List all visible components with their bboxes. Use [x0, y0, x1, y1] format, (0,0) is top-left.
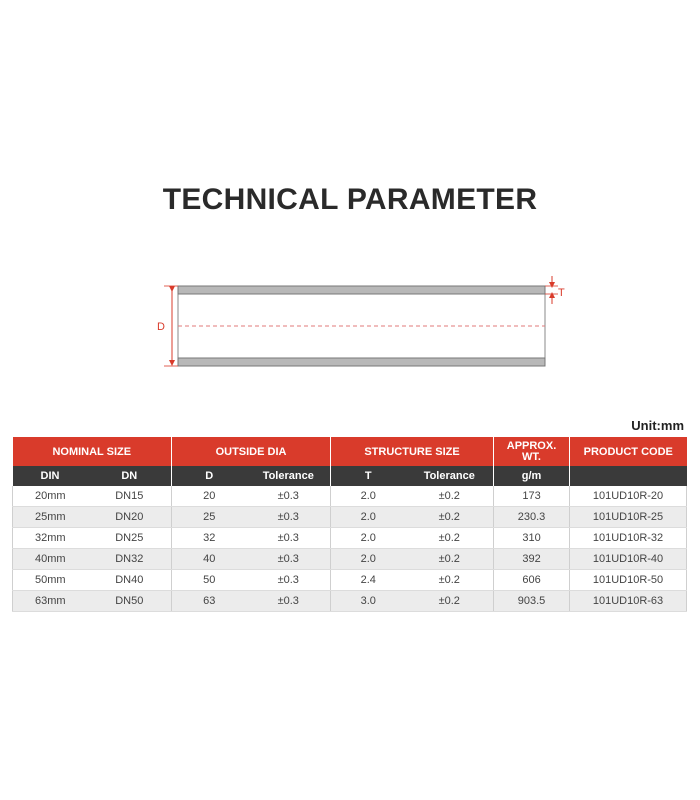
cell-d-tolerance: ±0.3 [247, 591, 331, 612]
cell-dn: DN25 [88, 528, 172, 549]
cell-d: 63 [172, 591, 247, 612]
cell-d-tolerance: ±0.3 [247, 570, 331, 591]
t-dimension-label: T [558, 287, 565, 299]
subheader-din: DIN [13, 466, 88, 486]
table-row [13, 549, 687, 570]
pipe-section-diagram [150, 272, 580, 372]
header-product-code: PRODUCT CODE [570, 437, 687, 466]
cell-t-tolerance: ±0.2 [406, 528, 494, 549]
cell-d-tolerance: ±0.3 [247, 528, 331, 549]
table-row [13, 570, 687, 591]
cell-d: 32 [172, 528, 247, 549]
header-outside-dia: OUTSIDE DIA [172, 437, 331, 466]
subheader-d: D [172, 466, 247, 486]
cell-dn: DN15 [88, 486, 172, 507]
cell-weight: 392 [494, 549, 570, 570]
cell-dn: DN50 [88, 591, 172, 612]
table-row [13, 486, 687, 507]
spec-table [12, 437, 687, 612]
cell-dn: DN20 [88, 507, 172, 528]
cell-t: 2.0 [331, 528, 406, 549]
cell-t: 2.0 [331, 486, 406, 507]
table-row [13, 528, 687, 549]
cell-t-tolerance: ±0.2 [406, 570, 494, 591]
cell-weight: 173 [494, 486, 570, 507]
cell-weight: 606 [494, 570, 570, 591]
unit-label: Unit:mm [631, 418, 684, 433]
cell-din: 40mm [13, 549, 88, 570]
page-title: TECHNICAL PARAMETER [162, 183, 538, 216]
cell-din: 32mm [13, 528, 88, 549]
subheader-gm: g/m [494, 466, 570, 486]
cell-product-code: 101UD10R-63 [570, 591, 687, 612]
cell-d-tolerance: ±0.3 [247, 486, 331, 507]
header-nominal-size: NOMINAL SIZE [13, 437, 172, 466]
cell-din: 63mm [13, 591, 88, 612]
cell-product-code: 101UD10R-50 [570, 570, 687, 591]
cell-weight: 230.3 [494, 507, 570, 528]
cell-d: 25 [172, 507, 247, 528]
cell-t: 2.0 [331, 549, 406, 570]
pipe-top-wall [178, 286, 545, 294]
subheader-d-tolerance: Tolerance [247, 466, 331, 486]
cell-weight: 903.5 [494, 591, 570, 612]
cell-weight: 310 [494, 528, 570, 549]
cell-d-tolerance: ±0.3 [247, 507, 331, 528]
table-row [13, 591, 687, 612]
cell-din: 50mm [13, 570, 88, 591]
cell-t: 2.0 [331, 507, 406, 528]
subheader-t-tolerance: Tolerance [406, 466, 494, 486]
cell-d: 20 [172, 486, 247, 507]
cell-t: 2.4 [331, 570, 406, 591]
subheader-dn: DN [88, 466, 172, 486]
cell-product-code: 101UD10R-32 [570, 528, 687, 549]
table-row [13, 507, 687, 528]
cell-din: 20mm [13, 486, 88, 507]
cell-product-code: 101UD10R-25 [570, 507, 687, 528]
header-structure-size: STRUCTURE SIZE [331, 437, 494, 466]
header-approx-wt-text: APPROX. WT. [506, 439, 557, 463]
cell-d: 40 [172, 549, 247, 570]
cell-dn: DN32 [88, 549, 172, 570]
cell-t-tolerance: ±0.2 [406, 549, 494, 570]
cell-dn: DN40 [88, 570, 172, 591]
subheader-t: T [331, 466, 406, 486]
cell-din: 25mm [13, 507, 88, 528]
cell-product-code: 101UD10R-40 [570, 549, 687, 570]
cell-t-tolerance: ±0.2 [406, 486, 494, 507]
pipe-bottom-wall [178, 358, 545, 366]
cell-t: 3.0 [331, 591, 406, 612]
cell-product-code: 101UD10R-20 [570, 486, 687, 507]
subheader-product-code [570, 466, 687, 486]
cell-d-tolerance: ±0.3 [247, 549, 331, 570]
d-dimension-label: D [157, 321, 165, 333]
table-sub-header-row [13, 466, 687, 486]
header-approx-wt [494, 437, 570, 466]
table-group-header-row [13, 437, 687, 466]
cell-t-tolerance: ±0.2 [406, 507, 494, 528]
cell-t-tolerance: ±0.2 [406, 591, 494, 612]
cell-d: 50 [172, 570, 247, 591]
